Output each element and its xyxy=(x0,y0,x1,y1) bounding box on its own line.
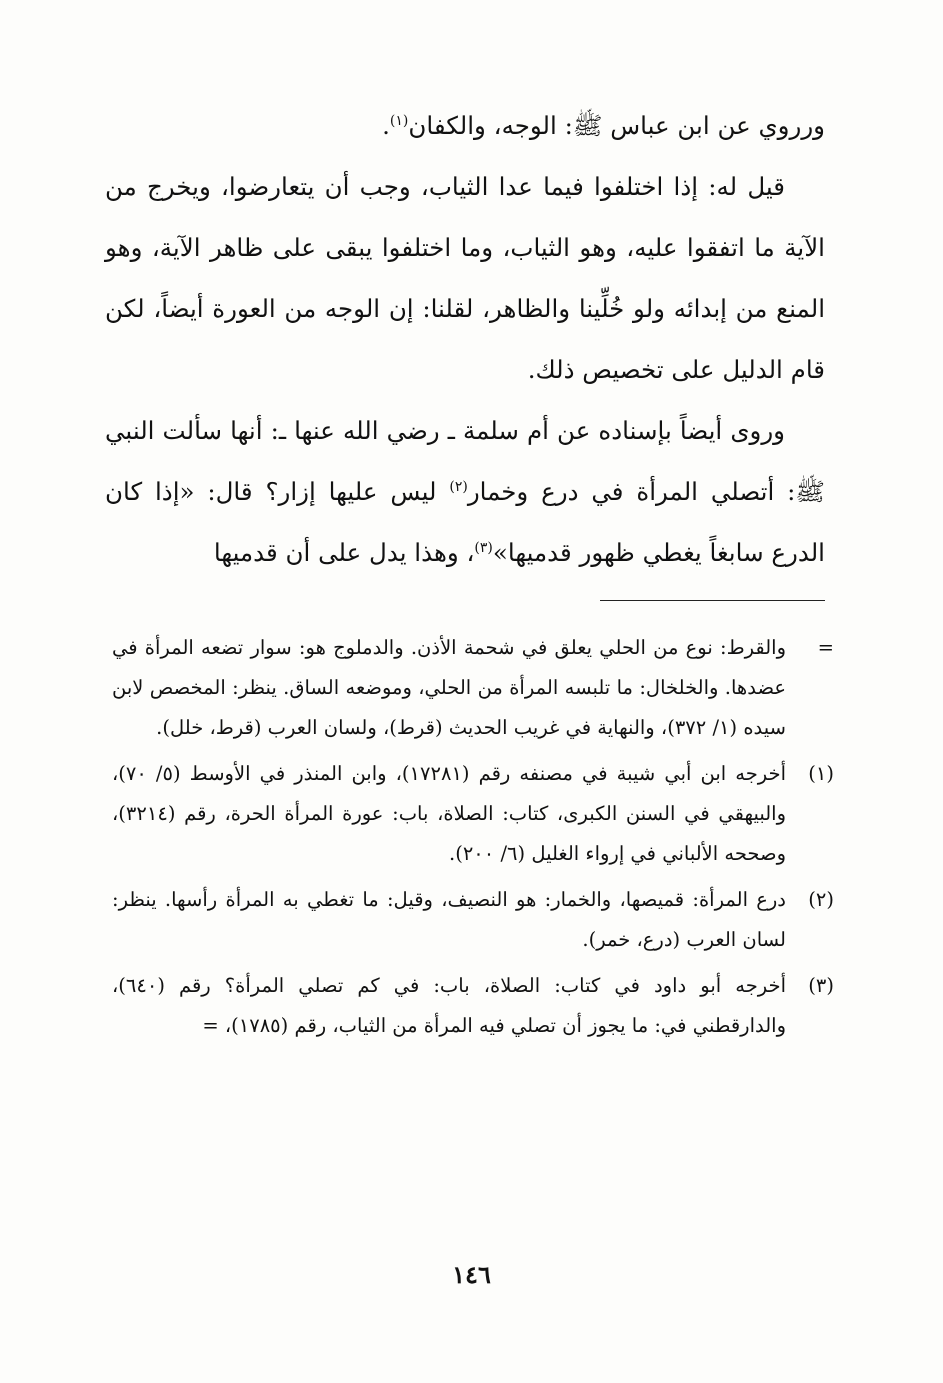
footnote-text: أخرجه ابن أبي شيبة في مصنفه رقم (١٧٢٨١)، وابن المنذر في الأوسط (٥/ ٧٠)، والبيهقي في السنن الكبرى، كتاب: الصلاة، باب: عورة المرأة الحرة، رقم (٣٢١٤)، وصححه الألباني في إرواء الغليل (٦/ ٢٠٠). xyxy=(112,762,786,865)
page-number: ١٤٦ xyxy=(452,1260,491,1289)
footnote-ref-1: (١) xyxy=(389,112,409,129)
paragraph-3-part-b: ليس عليها إزار؟ قال: «إذا كان الدرع سابغاً يغطي ظهور قدميها» xyxy=(105,477,825,567)
footnote-text: أخرجه أبو داود في كتاب: الصلاة، باب: في كم تصلي المرأة؟ رقم (٦٤٠)، والدارقطني في: ما يجوز أن تصلي فيه المرأة من الثياب، رقم (١٧٨٥)، = xyxy=(112,974,786,1037)
footnote-marker: = xyxy=(817,636,834,659)
footnote-1 xyxy=(112,754,834,874)
footnote-marker: (٢) xyxy=(808,888,834,911)
paragraph-3-part-a: وروى أيضاً بإسناده عن أم سلمة ـ رضي الله عنها ـ: أنها سألت النبي ﷺ: أتصلي المرأة في درع وخمار xyxy=(105,416,825,506)
paragraph-1 xyxy=(105,95,825,156)
footnote-marker: (٣) xyxy=(808,974,834,997)
footnote-ref-3: (٣) xyxy=(474,539,493,556)
footnote-continuation xyxy=(112,628,834,748)
paragraph-2: قيل له: إذا اختلفوا فيما عدا الثياب، وجب أن يتعارضوا، ويخرج من الآية ما اتفقوا عليه، وهو الثياب، وما اختلفوا يبقى على ظاهر الآية، وهو المنع من إبدائه ولو خُلِّينا والظاهر، لقلنا: إن الوجه من العورة أيضاً، لكن قام الدليل على تخصيص ذلك. xyxy=(105,172,825,384)
paragraph-3 xyxy=(105,400,825,583)
footnote-marker: (١) xyxy=(808,762,834,785)
footnote-separator xyxy=(600,600,825,601)
footnote-text: درع المرأة: قميصها، والخمار: هو النصيف، وقيل: ما تغطي به المرأة رأسها. ينظر: لسان العرب (درع، خمر). xyxy=(112,888,786,951)
paragraph-3-part-c: ، وهذا يدل على أن قدميها xyxy=(213,538,475,567)
footnotes xyxy=(112,628,834,1052)
footnote-2 xyxy=(112,880,834,960)
footnote-3 xyxy=(112,966,834,1046)
paragraph-1-text: ورروي عن ابن عباس ﷺ: الوجه، والكفان xyxy=(408,111,825,140)
paragraph-1-end: . xyxy=(382,111,390,140)
main-text xyxy=(105,95,825,583)
footnote-text: والقرط: نوع من الحلي يعلق في شحمة الأذن. والدملوج هو: سوار تضعه المرأة في عضدها. والخلخال: ما تلبسه المرأة من الحلي، وموضعه الساق. ينظر: المخصص لابن سيده (١/ ٣٧٢)، والنهاية في غريب الحديث (قرط)، ولسان العرب (قرط، خلل). xyxy=(112,636,786,739)
footnote-ref-2: (٢) xyxy=(449,478,468,495)
